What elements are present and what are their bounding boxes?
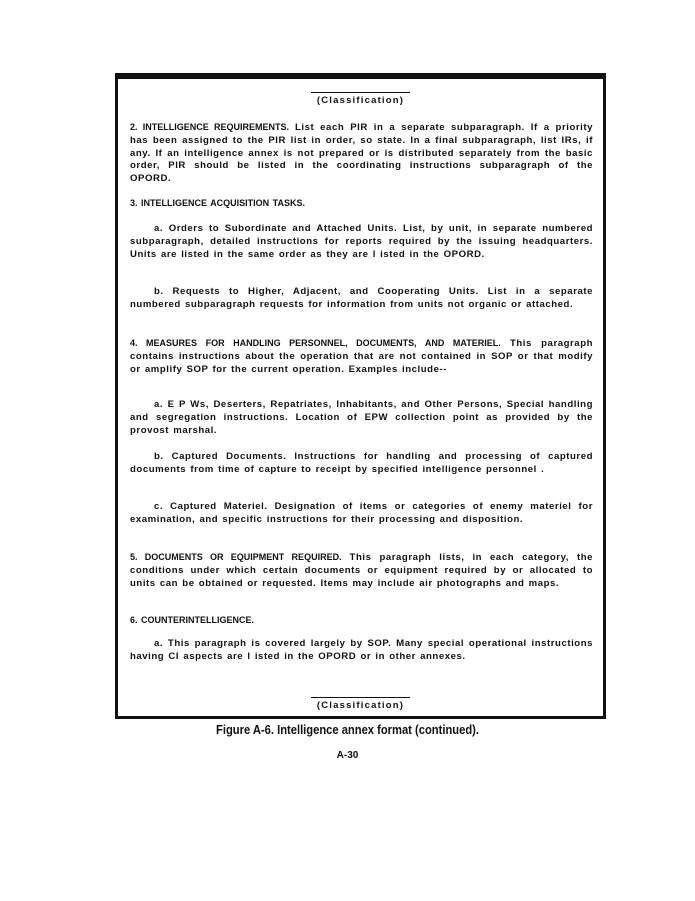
subparagraph-sop-coverage: a. This paragraph is covered largely by SOP. Many special operational instructions having CI aspects are l isted in the OPORD or in other annexes.	[130, 638, 593, 662]
classification-bottom: (Classification)	[118, 697, 603, 711]
subparagraph-captured-documents: b. Captured Documents. Instructions for handling and processing of captured documents from time of capture to receipt by specified intelligence personnel .	[130, 451, 593, 475]
annex-frame	[115, 73, 606, 719]
subparagraph-epws: a. E P Ws, Deserters, Repatriates, Inhabitants, and Other Persons, Special handling and segregation instructions. Location of EPW collection point as provided by the provost marshal.	[130, 399, 593, 436]
subparagraph-orders-to-units: a. Orders to Subordinate and Attached Units. List, by unit, in separate numbered subparagraph, detailed instructions for reports required by the issuing headquarters. Units are listed in the same order as they are l isted in the OPORD.	[130, 223, 593, 260]
paragraph-counterintelligence-heading: 6. COUNTERINTELLIGENCE.	[130, 615, 255, 625]
page-number: A-30	[336, 750, 359, 761]
paragraph-intelligence-requirements: 2. INTELLIGENCE REQUIREMENTS. List each PIR in a separate subparagraph. If a priority has been assigned to the PIR list in order, so state. In a final subparagraph, list IRs, if any. If an intelligence annex is not prepared or is distributed separately from the basic order, PIR should be listed in the coordinating instructions subparagraph of the OPORD.	[130, 122, 593, 185]
subparagraph-captured-materiel: c. Captured Materiel. Designation of items or categories of enemy materiel for examination, and specific instructions for their processing and disposition.	[130, 501, 593, 525]
paragraph-acquisition-tasks-heading: 3. INTELLIGENCE ACQUISITION TASKS.	[130, 198, 306, 208]
classification-top: (Classification)	[118, 92, 603, 106]
paragraph-documents-equipment: 5. DOCUMENTS OR EQUIPMENT REQUIRED. This paragraph lists, in each category, the conditions under which certain documents or equipment required by or allocated to units can be obtained or requested. Items may include air photographs and maps.	[130, 552, 594, 589]
paragraph-handling-measures: 4. MEASURES FOR HANDLING PERSONNEL, DOCUMENTS, AND MATERIEL. This paragraph contains instructions about the operation that are not contained in SOP or that modify or amplify SOP for the current operation. Examples include--	[130, 338, 594, 375]
figure-caption: Figure A-6. Intelligence annex format (continued).	[216, 722, 479, 737]
subparagraph-requests-to-units: b. Requests to Higher, Adjacent, and Cooperating Units. List in a separate numbered subparagraph requests for information from units not organic or attached.	[130, 286, 593, 310]
